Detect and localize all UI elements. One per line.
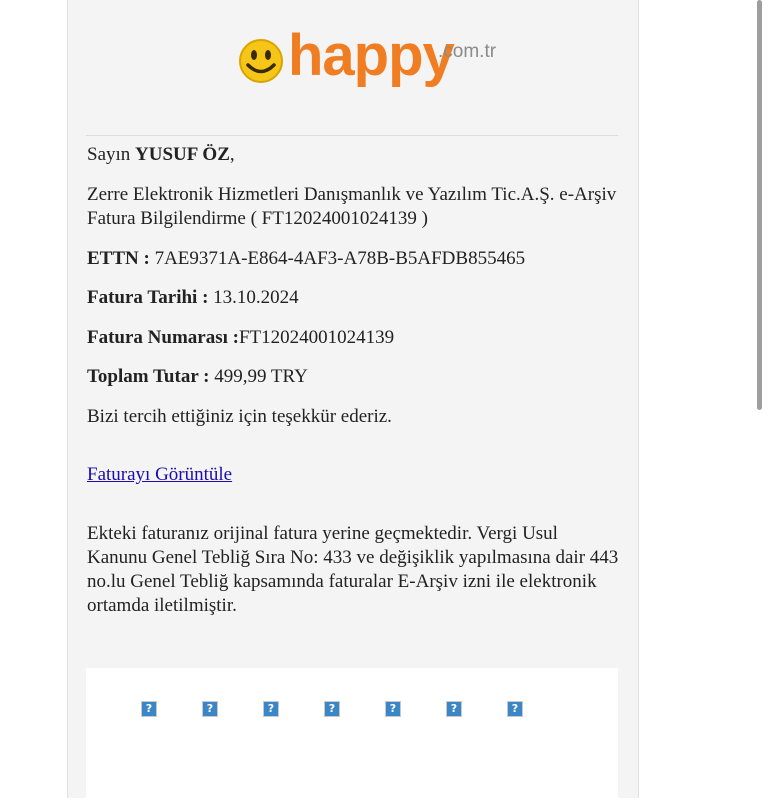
invoice-date-label: Fatura Tarihi : [87,287,214,308]
greeting: Sayın YUSUF ÖZ, [87,144,235,165]
email-header [86,0,618,136]
broken-image-icon[interactable]: ? [324,701,340,717]
social-footer [86,668,618,808]
legal-note: Ekteki faturanız orijinal fatura yerine geçmektedir. Vergi Usul Kanunu Genel Tebliğ Sıra No: 433 ve değişiklik yapılmasına dair 443 no.lu Genel Tebliğ kapsamında faturalar E-Arşiv izni ile elektronik ortamda iletilmiştir. [87,523,619,616]
intro-text: Zerre Elektronik Hizmetleri Danışmanlık ve Yazılım Tic.A.Ş. e-Arşiv Fatura Bilgilendirme ( FT12024001024139 ) [87,184,617,229]
view-invoice-line [87,463,619,487]
logo-wordmark: happy [288,23,454,88]
total-amount-line [87,365,619,389]
ettn-label: ETTN : [87,248,155,269]
total-amount-value: 499,99 TRY [214,366,308,387]
total-amount-label: Toplam Tutar : [87,366,215,387]
broken-image-icon[interactable]: ? [263,701,279,717]
ettn-value: 7AE9371A-E864-4AF3-A78B-B5AFDB855465 [154,248,526,269]
view-invoice-link[interactable]: Faturayı Görüntüle [87,464,233,485]
logo-domain: .com.tr [438,41,497,62]
invoice-date-value: 13.10.2024 [213,287,299,308]
vertical-scrollbar[interactable] [757,0,762,410]
broken-image-icon[interactable]: ? [385,701,401,717]
broken-image-icon[interactable]: ? [507,701,523,717]
ettn-line [87,247,619,271]
broken-image-icon[interactable]: ? [141,701,157,717]
happy-logo[interactable] [236,23,506,96]
invoice-date-line [87,286,619,310]
broken-image-icon[interactable]: ? [202,701,218,717]
invoice-number-value: FT12024001024139 [238,327,395,348]
email-container [67,0,639,798]
broken-image-icon[interactable]: ? [446,701,462,717]
customer-name: YUSUF ÖZ [135,144,230,165]
thanks-text: Bizi tercih ettiğiniz için teşekkür ederiz. [87,406,392,427]
invoice-number-line [87,326,619,350]
invoice-number-label: Fatura Numarası : [87,327,239,348]
smiley-logo-icon [238,38,284,84]
